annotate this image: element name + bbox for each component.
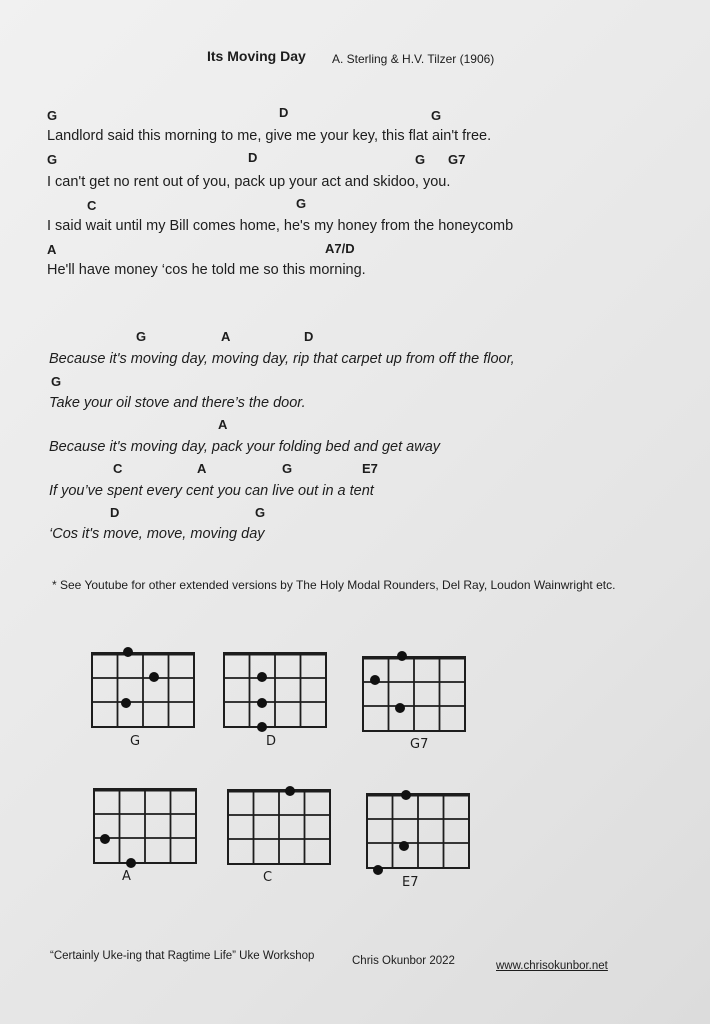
chord: D [304,329,314,344]
lyric-line: ‘Cos it's move, move, moving day [49,526,265,542]
lyric-line: If you’ve spent every cent you can live out in a tent [49,483,374,499]
chord: G [51,374,62,389]
chord: G [282,461,293,476]
song-author: A. Sterling & H.V. Tilzer (1906) [332,52,495,66]
footnote: * See Youtube for other extended versions by The Holy Modal Rounders, Del Ray, Loudon Wainwright etc. [52,578,616,592]
chord: D [248,150,258,165]
lyric-line: Because it's moving day, pack your folding bed and get away [49,439,441,455]
lyric-line: Because it's moving day, moving day, rip that carpet up from off the floor, [49,351,515,367]
chord: A [218,417,228,432]
chord: A [221,329,231,344]
chord: C [113,461,123,476]
chord: D [110,505,120,520]
chord: C [87,198,97,213]
chord: D [279,105,289,120]
chord: G [136,329,147,344]
lyric-line: Take your oil stove and there’s the door. [49,395,306,411]
chord-diagram-label: D [266,734,277,749]
chord-diagram-label: E7 [402,875,419,890]
chord: G [255,505,266,520]
chord-diagram-c [227,789,331,865]
chord: A [47,242,57,257]
chord: G [415,152,426,167]
chord: G [431,108,442,123]
footer-credit: Chris Okunbor 2022 [352,955,455,967]
chord-diagram-label: C [263,870,273,885]
footer-workshop: “Certainly Uke-ing that Ragtime Life” Uke Workshop [50,950,315,962]
chord-diagram-label: G7 [410,737,429,752]
chord-diagram-label: A [122,869,131,884]
chord: G7 [448,152,466,167]
lyric-line: I said wait until my Bill comes home, he's my honey from the honeycomb [47,218,514,234]
lyric-line: Landlord said this morning to me, give me your key, this flat ain't free. [47,128,492,144]
chord: G [296,196,307,211]
chord-diagram-g7 [362,656,466,732]
chord-diagram-e7 [366,793,470,869]
chord-diagram-label: G [130,734,141,749]
chord-diagram-g [91,652,195,728]
chord: G [47,108,58,123]
lyric-line: He'll have money ‘cos he told me so this morning. [47,262,366,278]
footer-website-link[interactable]: www.chrisokunbor.net [496,960,608,972]
song-title: Its Moving Day [207,48,306,64]
chord: E7 [362,461,378,476]
chord-diagram-a [93,788,197,864]
chord-diagram-d [223,652,327,728]
lyric-line: I can't get no rent out of you, pack up your act and skidoo, you. [47,174,451,190]
chord: G [47,152,58,167]
chord: A [197,461,207,476]
chord: A7/D [325,241,355,256]
